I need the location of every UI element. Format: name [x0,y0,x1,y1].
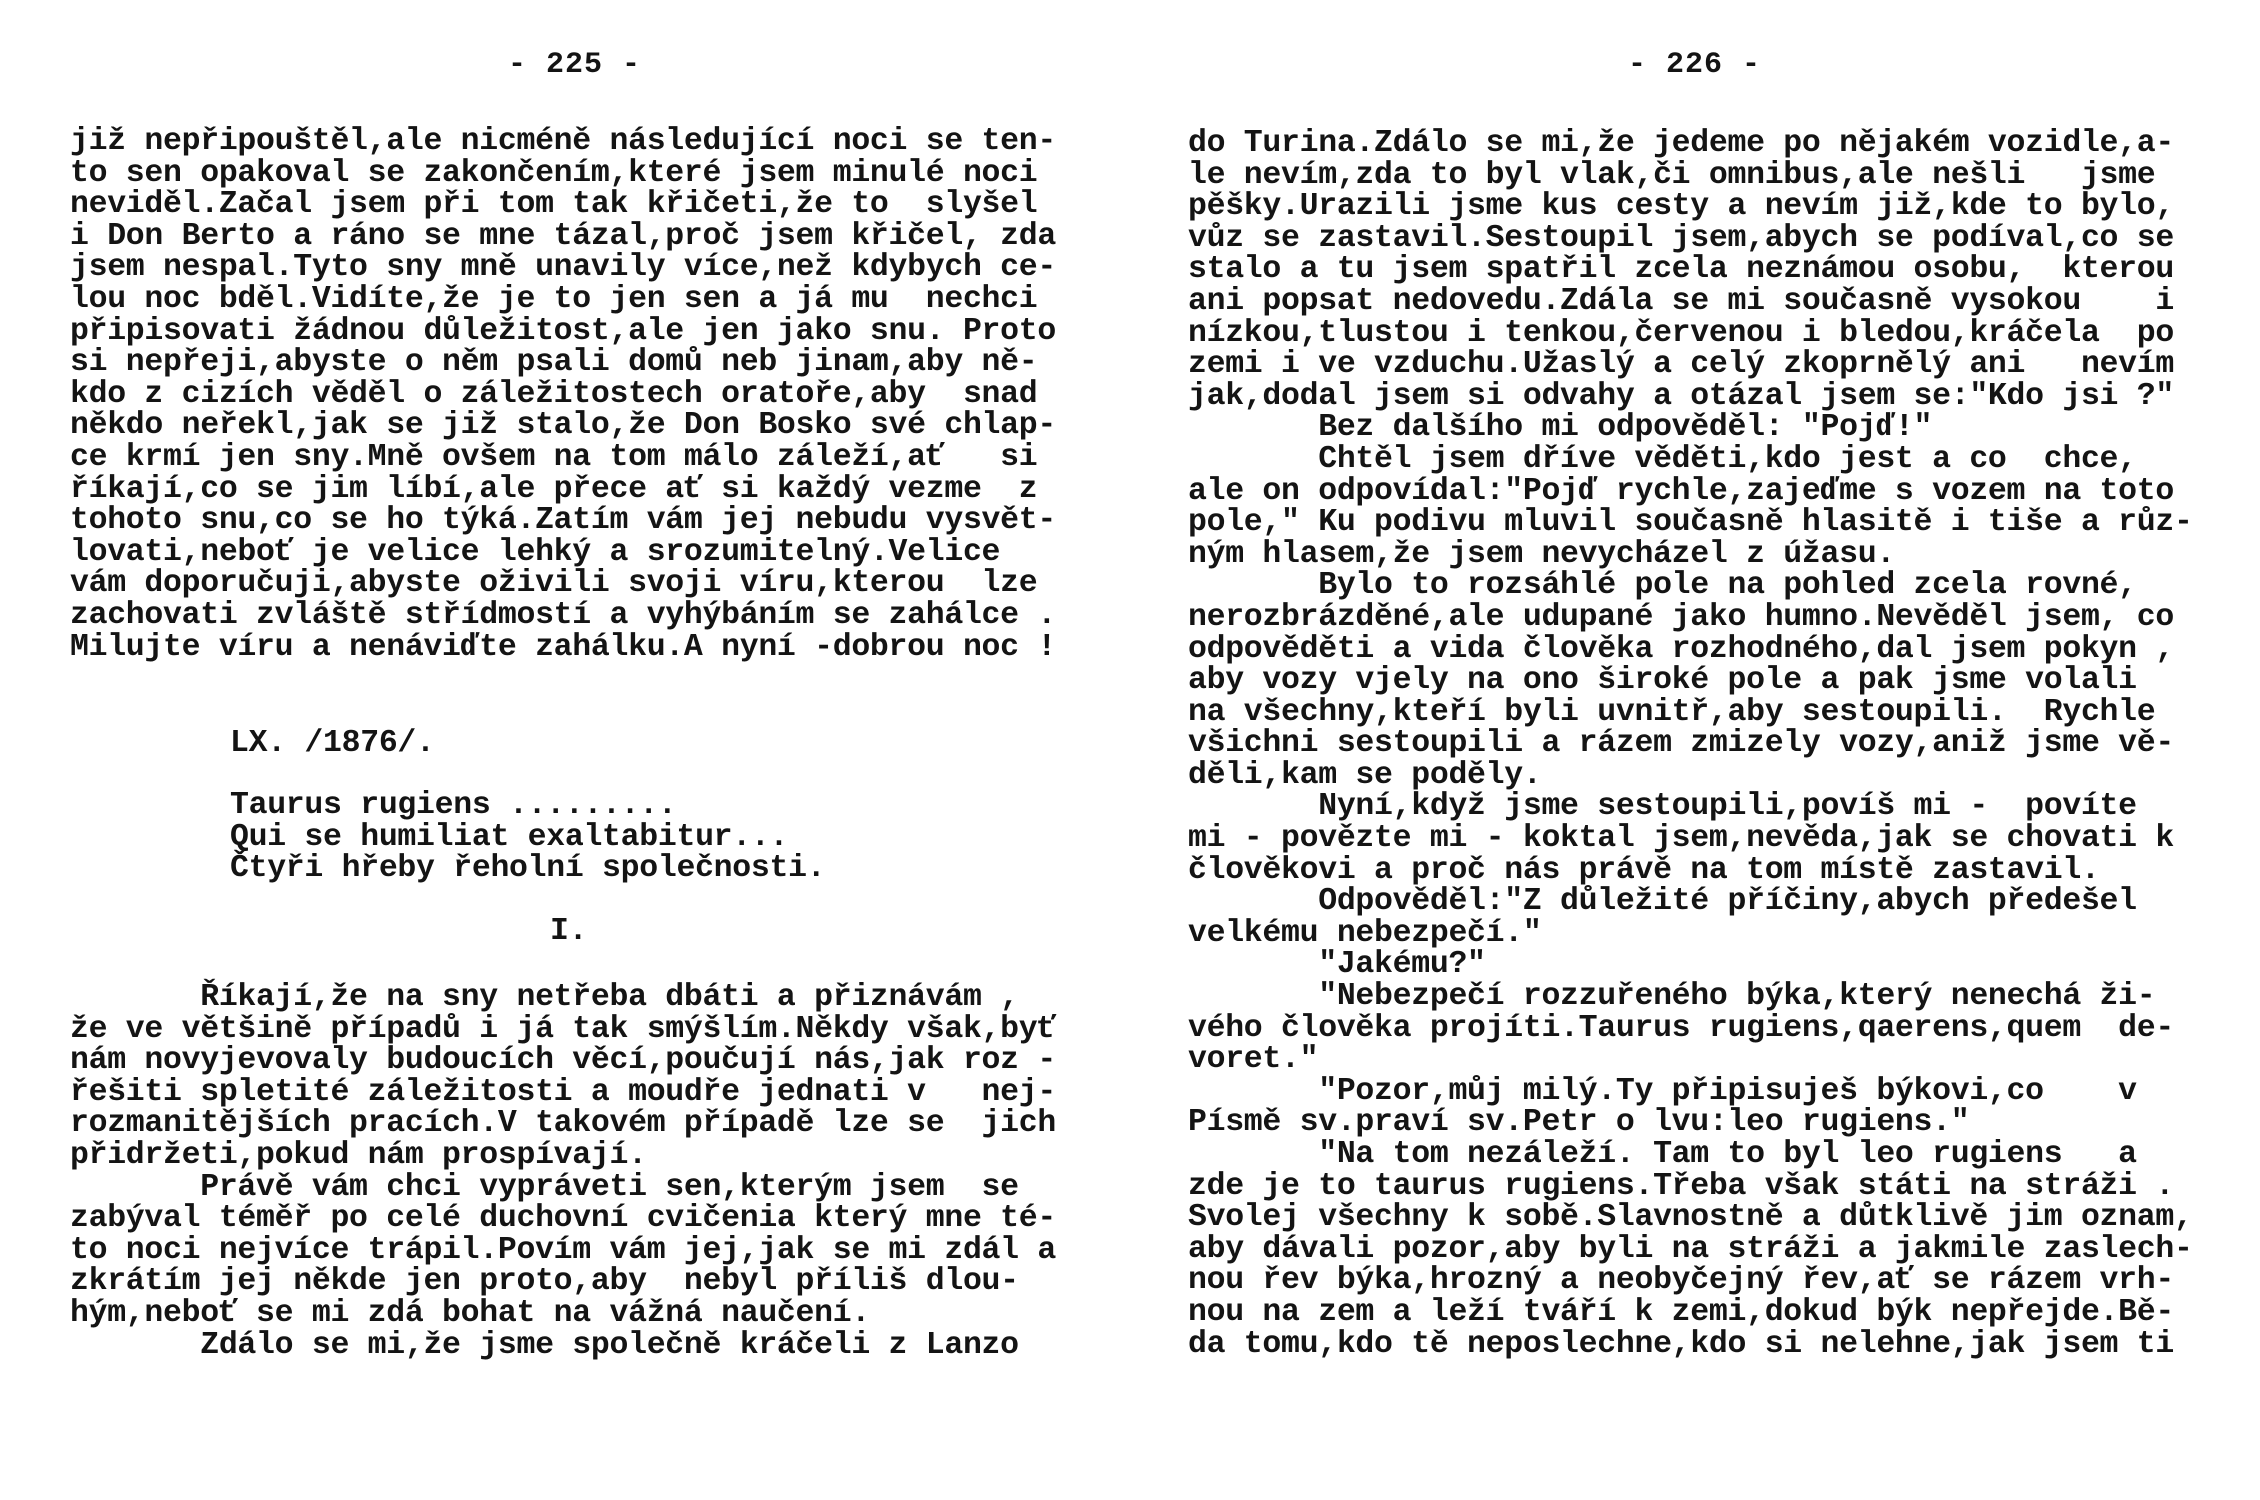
text-line: Bylo to rozsáhlé pole na pohled zcela rovné, [1188,568,2137,604]
text-line: aby dávali pozor,aby byli na stráži a jakmile zaslech- [1188,1231,2193,1267]
text-line: vůz se zastavil.Sestoupil jsem,abych se podíval,co se [1188,220,2174,256]
text-line: řešiti spletité záležitosti a moudře jednati v nej- [70,1074,1056,1110]
text-line: Nyní,když jsme sestoupili,povíš mi - povíte [1188,789,2137,825]
text-line: ce krmí jen sny.Mně ovšem na tom málo záleží,ať si [70,439,1038,475]
motto-line: Čtyři hřeby řeholní společnosti. [230,851,826,887]
paragraph-block [1188,128,2193,1360]
text-line: zde je to taurus rugiens.Třeba však státi na stráži . [1188,1168,2174,1204]
text-line: nou na zem a leží tváří k zemi,dokud býk nepřejde.Bě- [1188,1294,2174,1330]
motto-line: Taurus rugiens ......... [230,788,677,823]
text-line: někdo neřekl,jak se již stalo,že Don Bosko své chlap- [70,408,1056,444]
text-line: nou řev býka,hrozný a neobyčejný řev,ať se rázem vrh- [1188,1263,2174,1299]
text-line: Milujte víru a nenáviďte zahálku.A nyní -dobrou noc ! [70,629,1056,665]
text-line: říkají,co se jim líbí,ale přece ať si každý vezme z [70,471,1038,507]
text-line: vám doporučuji,abyste oživili svoji víru,kterou lze [70,566,1038,602]
text-line: Bez dalšího mi odpověděl: "Pojď!" [1188,410,1933,446]
text-line: voret." [1188,1042,1319,1078]
text-line: Chtěl jsem dříve věděti,kdo jest a co chce, [1188,441,2137,477]
text-line: Zdálo se mi,že jsme společně kráčeli z Lanzo [70,1327,1019,1363]
text-line: do Turina.Zdálo se mi,že jedeme po nějakém vozidle,a- [1188,126,2174,161]
text-line: nízkou,tlustou i tenkou,červenou i bledou,kráčela po [1188,315,2174,351]
text-line: tohoto snu,co se ho týká.Zatím vám jej nebudu vysvět- [70,503,1056,539]
text-line: zemi i ve vzduchu.Užaslý a celý zkoprnělý ani nevím [1188,347,2174,383]
text-line: lovati,neboť je velice lehký a srozumitelný.Velice [70,534,1001,570]
text-line: Písmě sv.praví sv.Petr o lvu:leo rugiens." [1188,1105,1970,1141]
motto-line: Qui se humiliat exaltabitur... [230,819,789,855]
text-line: i Don Berto a ráno se mne tázal,proč jsem křičel, zda [70,218,1056,254]
text-line: lou noc bděl.Vidíte,že je to jen sen a já mu nechci [70,281,1038,317]
text-line: Právě vám chci vypráveti sen,kterým jsem se [70,1169,1019,1205]
text-line: neviděl.Začal jsem při tom tak křičeti,že to slyšel [70,187,1038,223]
text-line: ným hlasem,že jsem nevycházel z úžasu. [1188,536,1895,572]
page-number: - 225 - [508,48,642,82]
text-line: to noci nejvíce trápil.Povím vám jej,jak se mi zdál a [70,1232,1056,1268]
paragraph-block [70,126,1056,663]
text-line: da tomu,kdo tě neposlechne,kdo si nelehne,jak jsem ti [1188,1326,2174,1362]
text-line: rozmanitějších pracích.V takovém případě lze se jich [70,1106,1056,1142]
section-title: LX. /1876/. [230,726,435,761]
text-line: velkému nebezpečí." [1188,915,1542,951]
text-line: ale on odpovídal:"Pojď rychle,zajeďme s vozem na toto [1188,473,2174,509]
text-line: pěšky.Urazili jsme kus cesty a nevím již,kde to bylo, [1188,189,2174,225]
text-line: to sen opakoval se zakončením,které jsem minulé noci [70,155,1038,191]
text-line: "Jakému?" [1188,947,1486,983]
text-line: jak,dodal jsem si odvahy a otázal jsem se:"Kdo jsi ?" [1188,378,2174,414]
text-line: člověkovi a proč nás právě na tom místě zastavil. [1188,852,2100,888]
motto-block [230,790,825,885]
text-line: přidržeti,pokud nám prospívají. [70,1137,647,1173]
roman-numeral-block [550,916,587,948]
text-line: nám novyjevovaly budoucích věcí,poučují nás,jak roz - [70,1043,1056,1079]
text-line: "Na tom nezáleží. Tam to byl leo rugiens a [1188,1137,2137,1172]
text-line: le nevím,zda to byl vlak,či omnibus,ale nešli jsme [1188,157,2156,193]
text-line: Odpověděl:"Z důležité příčiny,abych předešel [1188,884,2137,920]
text-line: vého člověka projíti.Taurus rugiens,qaerens,quem de- [1188,1010,2174,1046]
text-line: nerozbrázděné,ale udupané jako humno.Nevěděl jsem, co [1188,599,2174,635]
text-line: jsem nespal.Tyto sny mně unavily více,než kdybych ce- [70,250,1056,286]
text-line: všichni sestoupili a rázem zmizely vozy,aniž jsme vě- [1188,726,2174,762]
text-line: Říkají,že na sny netřeba dbáti a přiznávám , [70,980,1019,1015]
text-line: odpověděti a vida člověka rozhodného,dal jsem pokyn , [1188,631,2174,667]
text-line: pole," Ku podivu mluvil současně hlasitě i tiše a růz- [1188,505,2193,541]
text-line: na všechny,kteří byli uvnitř,aby sestoupili. Rychle [1188,694,2156,730]
text-line: "Pozor,můj milý.Ty připisuješ býkovi,co v [1188,1073,2137,1109]
text-line: aby vozy vjely na ono široké pole a pak jsme volali [1188,663,2137,699]
text-line: "Nebezpečí rozzuřeného býka,který nenechá ži- [1188,979,2156,1015]
roman-numeral: I. [550,914,588,949]
text-line: mi - povězte mi - koktal jsem,nevěda,jak se chovati k [1188,821,2174,857]
text-line: zabýval téměř po celé duchovní cvičenia který mne té- [70,1201,1056,1237]
text-line: kdo z cizích věděl o záležitostech oratoře,aby snad [70,376,1038,412]
text-line: zachovati zvláště střídmostí a vyhýbáním se zahálce . [70,597,1056,633]
text-line: Svolej všechny k sobě.Slavnostně a důtklivě jim oznam, [1188,1200,2193,1236]
story-block [70,982,1056,1361]
text-line: zkrátím jej někde jen proto,aby nebyl příliš dlou- [70,1264,1019,1300]
section-title-block [230,728,435,760]
text-line: hým,neboť se mi zdá bohat na vážná naučení. [70,1295,870,1331]
text-line: stalo a tu jsem spatřil zcela neznámou osobu, kterou [1188,252,2174,288]
text-line: již nepřipouštěl,ale nicméně následující noci se ten- [70,124,1056,159]
text-line: ani popsat nedovedu.Zdála se mi současně vysokou i [1188,283,2174,319]
text-line: děli,kam se poděly. [1188,757,1542,793]
text-line: si nepřeji,abyste o něm psali domů neb jinam,aby ně- [70,345,1038,381]
text-line: připisovati žádnou důležitost,ale jen jako snu. Proto [70,313,1056,349]
text-line: že ve většině případů i já tak smýšlím.Někdy však,byť [70,1011,1056,1047]
page-number: - 226 - [1628,48,1762,82]
